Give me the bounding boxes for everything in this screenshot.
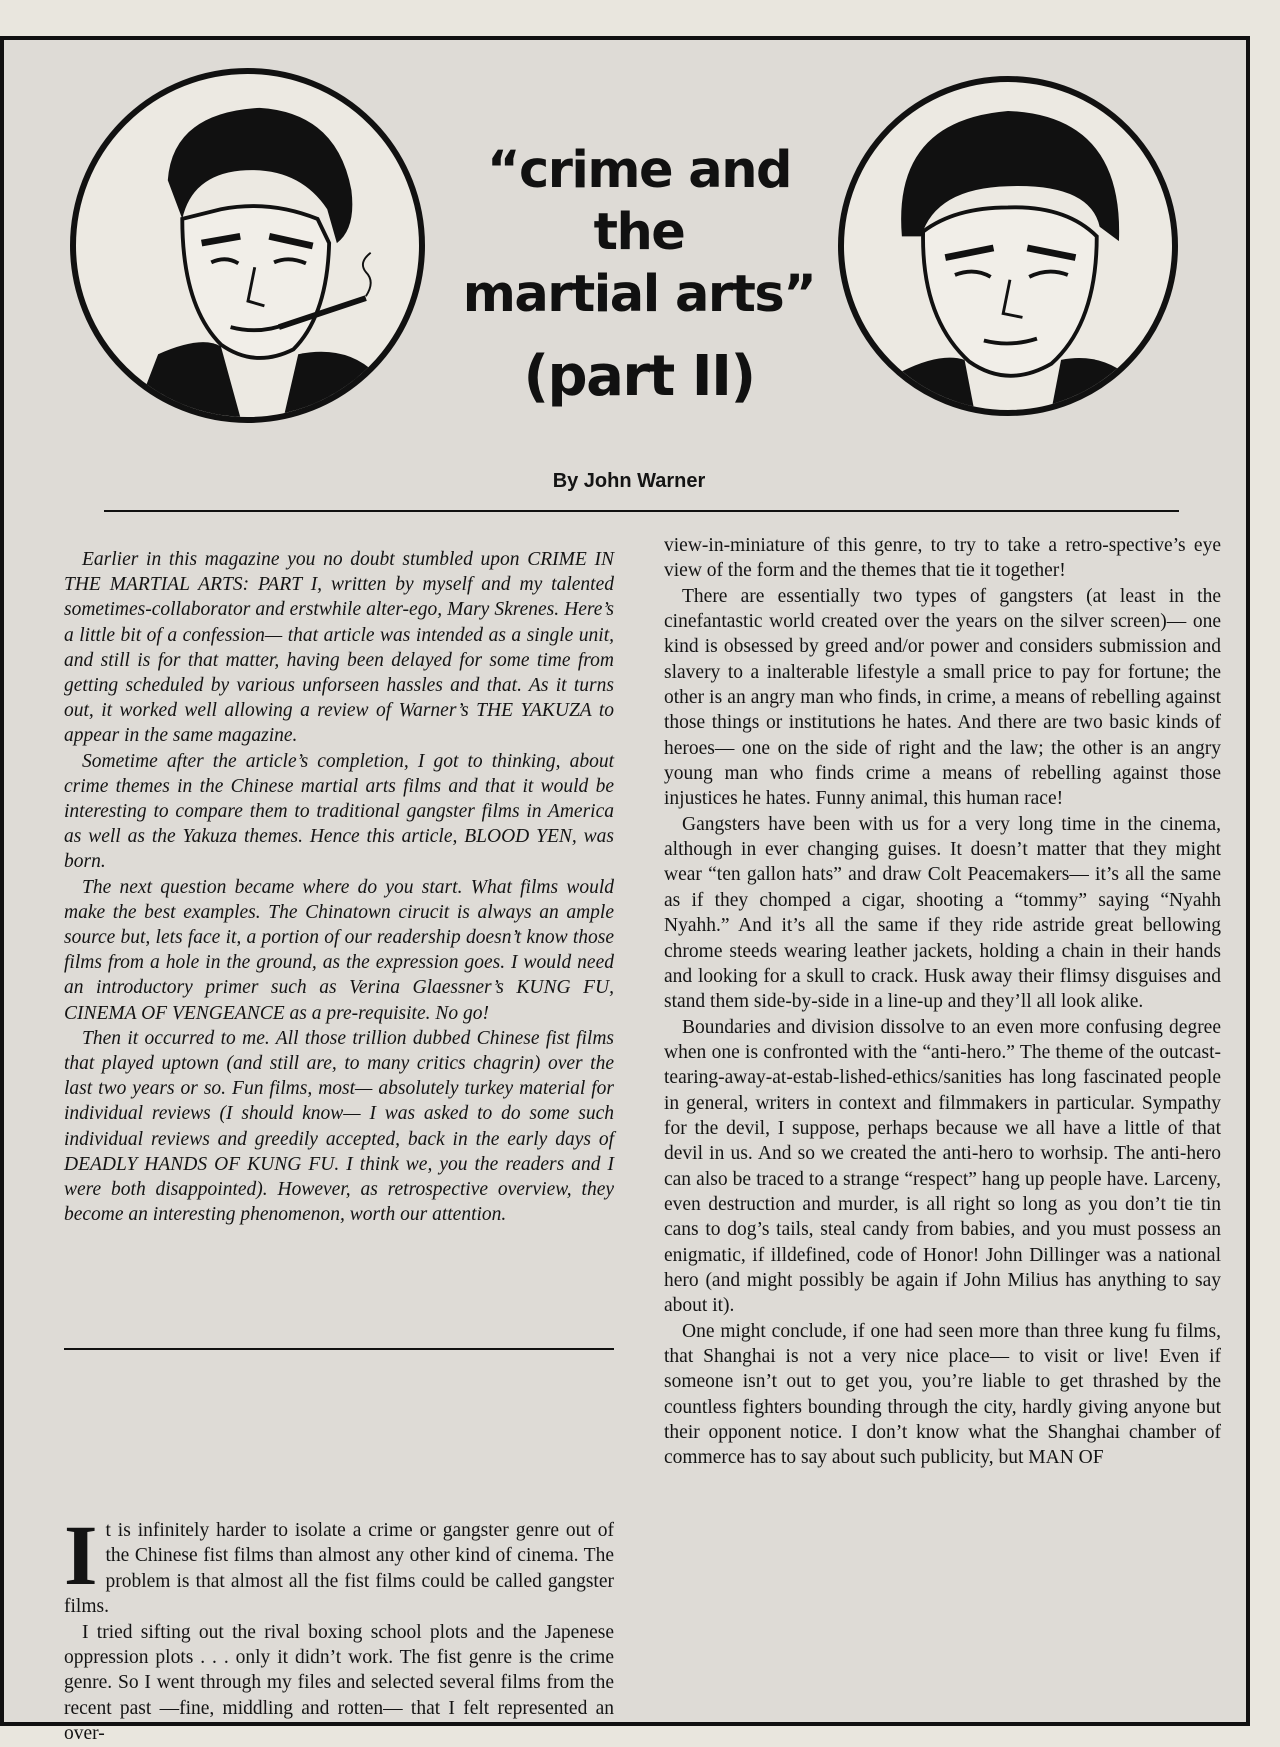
article-title	[444, 140, 834, 408]
drop-cap: I	[64, 1507, 98, 1603]
martial-artist-portrait-illustration	[838, 76, 1178, 416]
body-paragraph: Boundaries and division dissolve to an even more confusing degree when one is confronted with the “anti-hero.” The theme of the outcast-tearing-away-at-estab-lished-ethics/sanities has long fascinated people in general, writers in context and filmmakers in particular. Sympathy for the devil, I suppose, perhaps because we all have a little of that devil in us. And so we created the anti-hero to worhsip. The anti-hero can also be traced to a strange “respect” hang up people have. Larceny, even destruction and murder, is all right so long as you don’t tie tin cans to dog’s tails, steal candy from babies, and you must possess an enigmatic, if illdefined, code of Honor! John Dillinger was a national hero (and might possibly be again if John Milius has anything to say about it).	[664, 1016, 1221, 1317]
section-divider	[64, 1348, 614, 1350]
martial-artist-portrait-drawing	[844, 82, 1172, 410]
article-subtitle: (part II)	[523, 344, 755, 409]
intro-paragraph: Earlier in this magazine you no doubt stumbled upon CRIME IN THE MARTIAL ARTS: PART I, written by myself and my talented sometimes-collaborator and erstwhile alter-ego, Mary Skrenes. Here’s a little bit of a confession— that article was intended as a single unit, and still is for that matter, having been delayed for some time from getting scheduled by various unforseen hassles and that. As it turns out, it worked well allowing a review of Warner’s THE YAKUZA to appear in the same magazine.	[64, 549, 614, 747]
body-paragraph: I tried sifting out the rival boxing school plots and the Japenese oppression plots . . . only it didn’t work. The fist genre is the crime genre. So I went through my files and selected several films from the recent past —fine, middling and rotten— that I felt represented an over-	[64, 1621, 614, 1745]
body-left-column	[64, 1507, 614, 1747]
body-continuation: view-in-miniature of this genre, to try to take a retro-spective’s eye view of the form and the themes that tie it together!	[664, 535, 1221, 582]
gangster-portrait-drawing	[76, 74, 419, 417]
title-line-3: martial arts”	[462, 265, 816, 324]
intro-paragraph: Then it occurred to me. All those trillion dubbed Chinese fist films that played uptown (and still are, to many critics chagrin) over the last two years or so. Fun films, most— absolutely turkey material for individual reviews (I should know— I was asked to do some such individual reviews and greedily accepted, back in the early days of DEADLY HANDS OF KUNG FU. I think we, you the readers and I were both disappointed). However, as retrospective overview, they become an interesting phenomenon, worth our attention.	[64, 1027, 614, 1226]
intro-column	[64, 547, 614, 1227]
byline: By John Warner	[552, 470, 706, 492]
body-first-text: t is infinitely harder to isolate a crime or gangster genre out of the Chinese fist films than almost any other kind of cinema. The problem is that almost all the fist films could be called gangster films.	[64, 1520, 614, 1618]
intro-paragraph: Sometime after the article’s completion, I got to thinking, about crime themes in the Chinese martial arts films and that it would be interesting to compare them to traditional gangster films in America as well as the Yakuza themes. Hence this article, BLOOD YEN, was born.	[64, 750, 614, 873]
body-right-column	[664, 533, 1221, 1471]
gangster-portrait-illustration	[70, 68, 425, 423]
intro-paragraph: The next question became where do you start. What films would make the best examples. The Chinatown cirucit is always an ample source but, lets face it, a portion of our readership doesn’t know those films from a hole in the ground, as the expression goes. I would need an introductory primer such as Verina Glaessner’s KUNG FU, CINEMA OF VENGEANCE as a pre-requisite. No go!	[64, 876, 614, 1024]
title-line-2: the	[593, 203, 685, 262]
body-first-paragraph	[64, 1507, 614, 1620]
body-paragraph: Gangsters have been with us for a very long time in the cinema, although in ever changing guises. It doesn’t matter that they might wear “ten gallon hats” and draw Colt Peacemakers— it’s all the same as if they chomped a cigar, shooting a “tommy” saying “Nyahh Nyahh.” And it’s all the same if they ride astride great bellowing chrome steeds wearing leather jackets, holding a chain in their hands and looking for a skull to crack. Husk away their flimsy disguises and stand them side-by-side in a line-up and they’ll all look alike.	[664, 813, 1221, 1013]
title-line-1: “crime and	[486, 141, 792, 200]
title-divider	[104, 510, 1179, 512]
magazine-page	[0, 36, 1250, 1745]
body-paragraph: One might conclude, if one had seen more than three kung fu films, that Shanghai is not a very nice place— to visit or live! Even if someone isn’t out to get you, you’re liable to get thrashed by the countless fighters bounding through the city, hardly giving anyone but their opponent notice. I don’t know what the Shanghai chamber of commerce has to say about such publicity, but MAN OF	[664, 1320, 1221, 1469]
body-paragraph: There are essentially two types of gangsters (at least in the cinefantastic world created over the years on the silver screen)— one kind is obsessed by greed and/or power and considers submission and slavery to a inalterable lifestyle a small price to pay for fortune; the other is an angry man who finds, in crime, a means of rebelling against those things or institutions he hates. And there are two basic kinds of heroes— one on the side of right and the law; the other is an angry young man who finds crime a means of rebelling against those injustices he hates. Funny animal, this human race!	[664, 585, 1221, 810]
